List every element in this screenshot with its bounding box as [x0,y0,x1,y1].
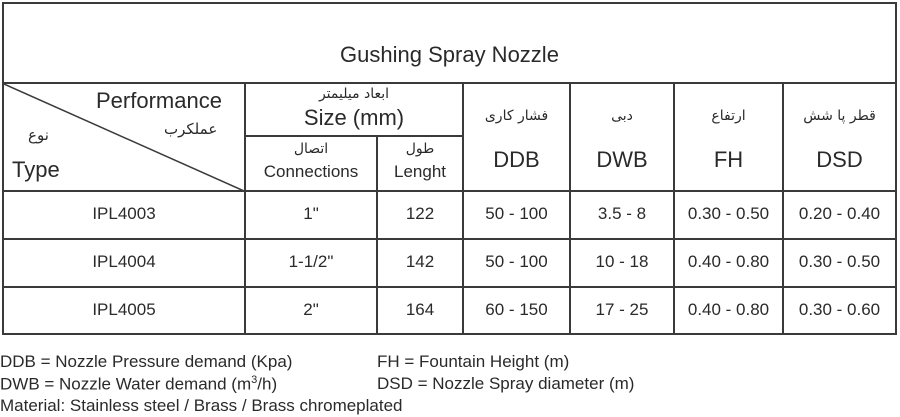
row-1-fh: 0.30 - 0.50 [687,204,770,223]
header-size: Size (mm) [303,105,405,130]
header-dwb-fa: دبی [611,108,633,124]
row-2-connection: 1-1/2" [288,252,334,271]
header-performance-fa: عملکرب [164,120,218,138]
header-type-fa: نوع [28,126,49,144]
header-connections-fa: اتصال [293,141,329,157]
row-1-dsd: 0.20 - 0.40 [798,204,881,223]
header-lenght: Lenght [394,162,446,181]
header-lenght-fa: طول [405,141,435,157]
header-bottom-line [4,190,895,192]
header-type: Type [12,157,60,182]
legend-fh: FH = Fountain Height (m) [377,352,570,371]
header-dwb: DWB [596,147,648,172]
row-1-type: IPL4003 [92,204,156,223]
header-performance: Performance [96,88,222,113]
row-3-type: IPL4005 [92,300,156,319]
row-3-ddb: 60 - 150 [485,300,548,319]
spec-table [2,2,897,335]
legend-dsd: DSD = Nozzle Spray diameter (m) [377,374,635,393]
row-1-connection: 1" [303,204,319,223]
title-row [4,4,895,84]
row-1-ddb: 50 - 100 [485,204,548,223]
size-subheader-line [244,135,464,137]
row-2-ddb: 50 - 100 [485,252,548,271]
header-fh-fa: ارتفاع [711,108,746,124]
row-line-2 [4,286,895,288]
legend-material: Material: Stainless steel / Brass / Brass chromeplated [0,396,403,415]
row-1-length: 122 [405,204,435,223]
row-3-fh: 0.40 - 0.80 [687,300,770,319]
row-2-dwb: 10 - 18 [595,252,649,271]
row-line-1 [4,238,895,240]
row-3-length: 164 [405,300,435,319]
legend-dwb-sup: 3 [251,374,258,386]
table-title: Gushing Spray Nozzle [340,42,559,67]
row-2-type: IPL4004 [92,252,156,271]
header-dsd-fa: قطر پا شش [803,108,876,124]
row-3-dsd: 0.30 - 0.60 [798,300,881,319]
row-1-dwb: 3.5 - 8 [597,204,647,223]
header-dsd: DSD [816,147,863,172]
header-connections: Connections [263,162,359,181]
legend-dwb-text-end: /h) [257,374,278,394]
row-2-dsd: 0.30 - 0.50 [798,252,881,271]
row-3-connection: 2" [303,300,319,319]
legend-ddb: DDB = Nozzle Pressure demand (Kpa) [0,352,293,371]
row-2-length: 142 [405,252,435,271]
header-ddb-fa: فشار کاری [484,108,549,124]
row-2-fh: 0.40 - 0.80 [687,252,770,271]
header-fh: FH [713,147,744,172]
header-size-fa: ابعاد میلیمتر [318,86,390,102]
header-ddb: DDB [493,147,540,172]
row-3-dwb: 17 - 25 [595,300,649,319]
legend-dwb [0,374,277,395]
legend-dwb-text: DWB = Nozzle Water demand (m [0,374,252,394]
